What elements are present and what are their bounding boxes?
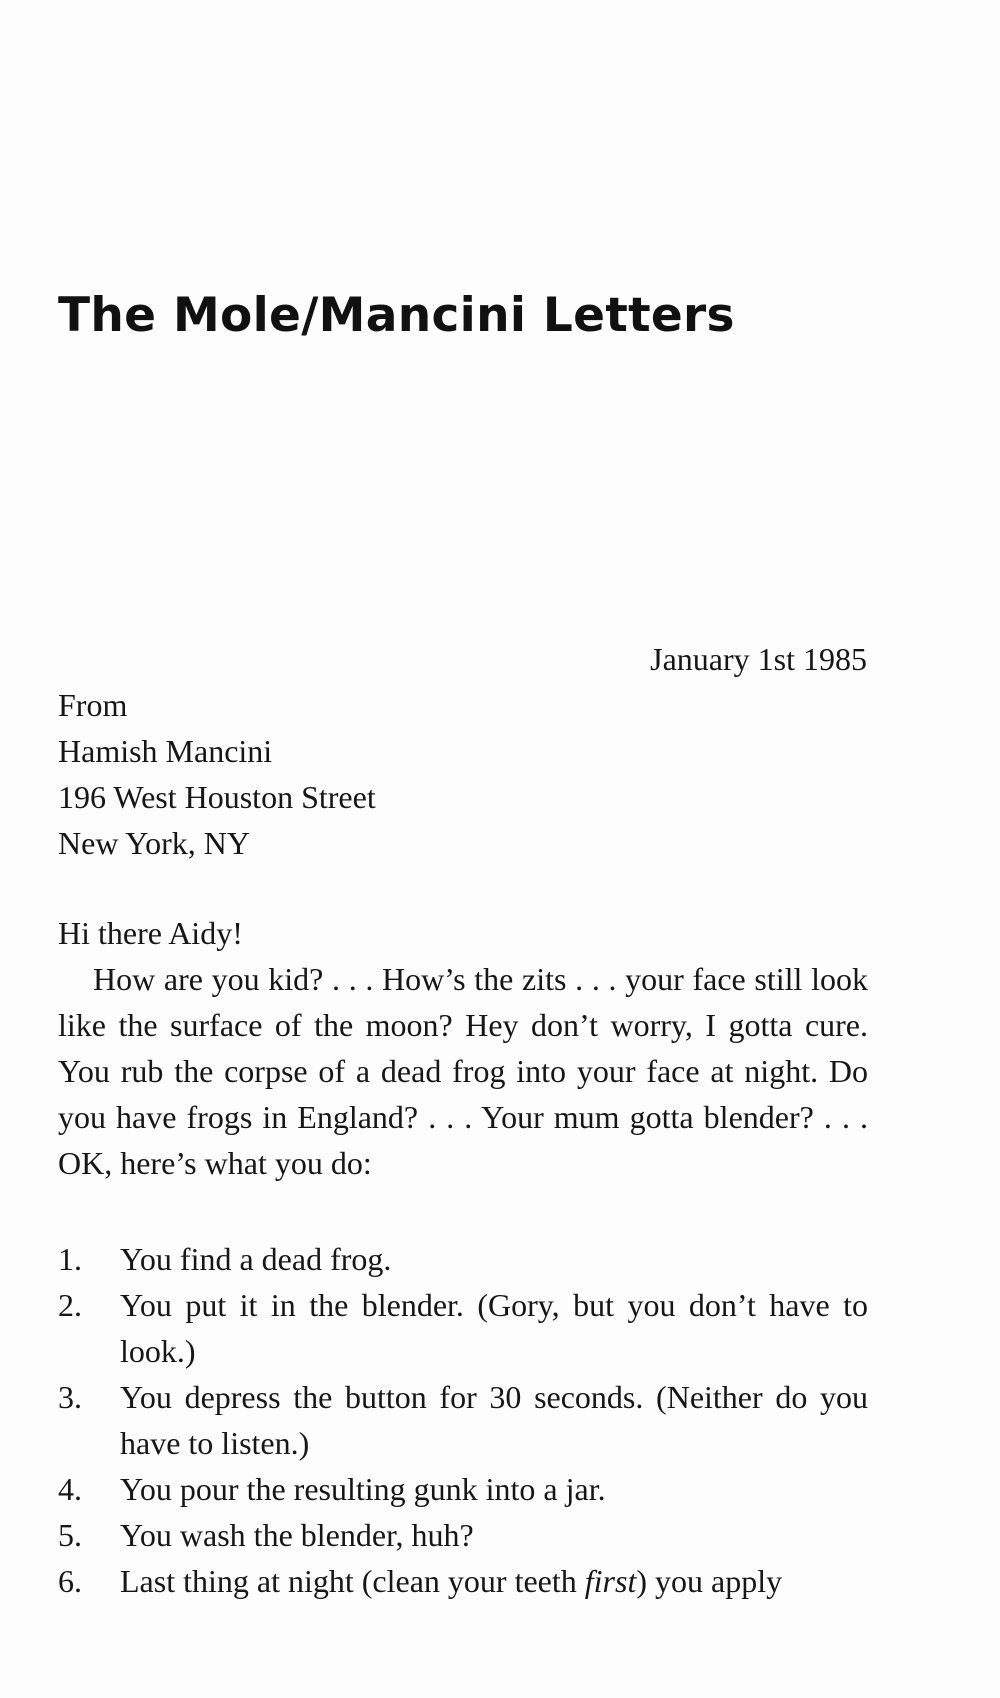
list-item-text: You find a dead frog. <box>120 1241 392 1277</box>
list-item-text: You pour the resulting gunk into a jar. <box>120 1471 606 1507</box>
letter-paragraph: How are you kid? . . . How’s the zits . . . your face still look like the surface of the moon? Hey don’t worry, I gotta cure. You rub the corpse of a dead frog into your face at night. Do you have frogs in England? . . . Your mum gotta blender? . . . OK, here’s what you do: <box>58 961 868 1181</box>
list-item <box>58 1236 868 1282</box>
list-item-number: 5. <box>58 1517 82 1553</box>
list-item <box>58 1558 868 1604</box>
list-item-text: You wash the blender, huh? <box>120 1517 474 1553</box>
list-item <box>58 1282 868 1374</box>
sender-name: Hamish Mancini <box>58 733 273 769</box>
list-item-text-before: Last thing at night (clean your teeth <box>120 1563 585 1599</box>
list-item-text-after: ) you apply <box>636 1563 783 1599</box>
sender-address <box>58 682 376 866</box>
letter-body <box>58 910 868 1186</box>
list-item-number: 2. <box>58 1287 82 1323</box>
list-item-text: You depress the button for 30 seconds. (Neither do you have to listen.) <box>120 1379 868 1461</box>
letter-greeting: Hi there Aidy! <box>58 915 243 951</box>
sender-street: 196 West Houston Street <box>58 779 376 815</box>
letter-date: January 1st 1985 <box>650 641 867 677</box>
list-item-emphasis: first <box>584 1563 637 1599</box>
sender-city: New York, NY <box>58 825 251 861</box>
steps-list <box>58 1236 868 1604</box>
list-item <box>58 1466 868 1512</box>
list-item-number: 3. <box>58 1379 82 1415</box>
list-item <box>58 1374 868 1466</box>
from-label: From <box>58 687 128 723</box>
list-item <box>58 1512 868 1558</box>
list-item-number: 6. <box>58 1563 82 1599</box>
chapter-title: The Mole/Mancini Letters <box>58 288 735 343</box>
list-item-number: 4. <box>58 1471 82 1507</box>
list-item-number: 1. <box>58 1241 82 1277</box>
list-item-text: You put it in the blender. (Gory, but you don’t have to look.) <box>120 1287 868 1369</box>
